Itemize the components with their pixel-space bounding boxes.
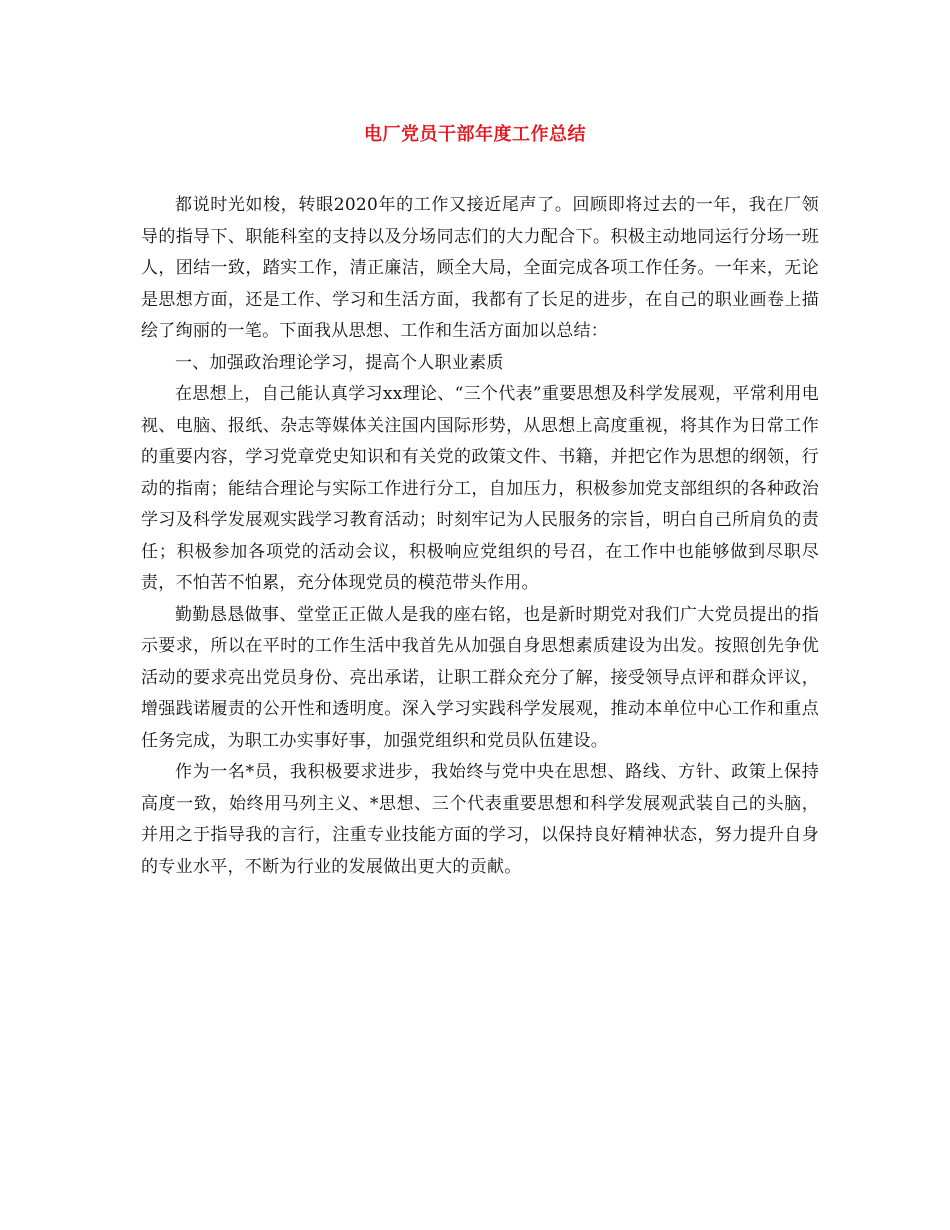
- document-title: 电厂党员干部年度工作总结: [364, 124, 586, 145]
- intro-paragraph: 都说时光如梭，转眼2020年的工作又接近尾声了。回顾即将过去的一年，我在厂领导的指导下、职能科室的支持以及分场同志们的大力配合下。积极主动地同运行分场一班人，团结一致，踏实工作，清正廉洁，顾全大局，全面完成各项工作任务。一年来，无论是思想方面，还是工作、学习和生活方面，我都有了长足的进步，在自己的职业画卷上描绘了绚丽的一笔。下面我从思想、工作和生活方面加以总结：: [141, 195, 819, 341]
- body-paragraph-1: 在思想上，自己能认真学习xx理论、“三个代表”重要思想及科学发展观，平常利用电视、电脑、报纸、杂志等媒体关注国内国际形势，从思想上高度重视，将其作为日常工作的重要内容，学习党章党史知识和有关党的政策文件、书籍，并把它作为思想的纲领，行动的指南；能结合理论与实际工作进行分工，自加压力，积极参加党支部组织的各种政治学习及科学发展观实践学习教育活动；时刻牢记为人民服务的宗旨，明白自己所肩负的责任；积极参加各项党的活动会议，积极响应党组织的号召，在工作中也能够做到尽职尽责，不怕苦不怕累，充分体现党员的模范带头作用。: [141, 384, 819, 593]
- body-paragraph-3: 作为一名*员，我积极要求进步，我始终与党中央在思想、路线、方针、政策上保持高度一致，始终用马列主义、*思想、三个代表重要思想和科学发展观武装自己的头脑，并用之于指导我的言行，注重专业技能方面的学习，以保持良好精神状态，努力提升自身的专业水平，不断为行业的发展做出更大的贡献。: [141, 762, 819, 877]
- section-heading: 一、加强政治理论学习，提高个人职业素质: [175, 352, 504, 373]
- body-paragraph-2: 勤勤恳恳做事、堂堂正正做人是我的座右铭，也是新时期党对我们广大党员提出的指示要求，所以在平时的工作生活中我首先从加强自身思想素质建设为出发。按照创先争优活动的要求亮出党员身份、亮出承诺，让职工群众充分了解，接受领导点评和群众评议，增强践诺履责的公开性和透明度。深入学习实践科学发展观，推动本单位中心工作和重点任务完成，为职工办实事好事，加强党组织和党员队伍建设。: [141, 604, 819, 751]
- document-body: [141, 190, 819, 883]
